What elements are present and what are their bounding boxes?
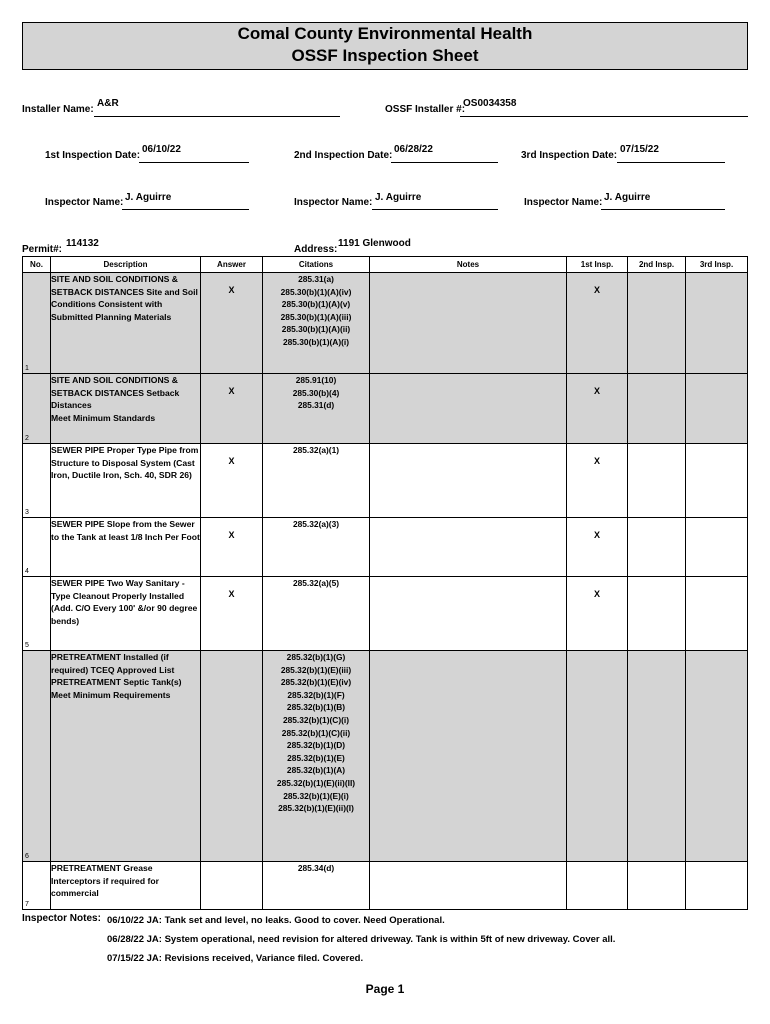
- row-citations: 285.32(a)(3): [263, 518, 370, 577]
- row-insp2[interactable]: [628, 444, 686, 518]
- installer-number-value[interactable]: OS0034358: [463, 98, 517, 109]
- row-number: 4: [23, 518, 51, 577]
- row-answer[interactable]: X: [201, 444, 263, 518]
- table-row: [23, 374, 748, 444]
- inspection-2-date-label: 2nd Inspection Date:: [294, 150, 393, 161]
- row-insp2[interactable]: [628, 518, 686, 577]
- inspection-table: [22, 256, 748, 910]
- row-notes[interactable]: [370, 444, 567, 518]
- inspector-2-line: [372, 209, 498, 210]
- row-citations: 285.32(b)(1)(G) 285.32(b)(1)(E)(iii) 285.32(b)(1)(E)(iv) 285.32(b)(1)(F) 285.32(b)(1)(B) 285.32(b)(1)(C)(i) 285.32(b)(1)(C)(ii) 285.32(b)(1)(D) 285.32(b)(1)(E) 285.32(b)(1)(A) 285.32(b)(1)(E)(ii)(II) 285.32(b)(1)(E)(i) 285.32(b)(1)(E)(ii)(I): [263, 651, 370, 862]
- row-citations: 285.34(d): [263, 862, 370, 910]
- row-citations: 285.32(a)(1): [263, 444, 370, 518]
- row-insp2[interactable]: [628, 577, 686, 651]
- permit-value[interactable]: 114132: [66, 238, 99, 249]
- row-description: PRETREATMENT Grease Interceptors if required for commercial: [51, 862, 201, 910]
- inspection-3-date-label: 3rd Inspection Date:: [521, 150, 618, 161]
- inspector-1-line: [122, 209, 249, 210]
- table-header-row: [23, 257, 748, 273]
- row-insp1[interactable]: X: [567, 374, 628, 444]
- row-description: SEWER PIPE Proper Type Pipe from Structure to Disposal System (Cast Iron, Ductile Iron, Sch. 40, SDR 26): [51, 444, 201, 518]
- page-number: Page 1: [365, 982, 405, 996]
- row-insp2[interactable]: [628, 273, 686, 374]
- col-insp3-header: 3rd Insp.: [686, 257, 748, 273]
- installer-name-label: Installer Name:: [22, 104, 94, 115]
- address-label: Address:: [294, 244, 338, 255]
- title-line-1: Comal County Environmental Health: [237, 24, 533, 43]
- row-insp2[interactable]: [628, 862, 686, 910]
- installer-name-line: [94, 116, 340, 117]
- inspector-note-3: 07/15/22 JA: Revisions received, Variance filed. Covered.: [107, 953, 364, 964]
- row-number: 2: [23, 374, 51, 444]
- table-row: [23, 518, 748, 577]
- inspector-3-label: Inspector Name:: [524, 197, 603, 208]
- row-insp2[interactable]: [628, 374, 686, 444]
- row-notes[interactable]: [370, 518, 567, 577]
- row-number: 6: [23, 651, 51, 862]
- inspector-notes-label: Inspector Notes:: [22, 913, 101, 924]
- row-insp1[interactable]: [567, 862, 628, 910]
- row-answer[interactable]: X: [201, 577, 263, 651]
- table-row: [23, 444, 748, 518]
- row-insp3[interactable]: [686, 862, 748, 910]
- row-description: SEWER PIPE Slope from the Sewer to the Tank at least 1/8 Inch Per Foot: [51, 518, 201, 577]
- inspection-2-date-line: [391, 162, 498, 163]
- row-notes[interactable]: [370, 577, 567, 651]
- installer-number-line: [460, 116, 748, 117]
- inspection-1-date-label: 1st Inspection Date:: [45, 150, 141, 161]
- col-insp1-header: 1st Insp.: [567, 257, 628, 273]
- row-citations: 285.32(a)(5): [263, 577, 370, 651]
- row-notes[interactable]: [370, 862, 567, 910]
- inspector-note-2: 06/28/22 JA: System operational, need revision for altered driveway. Tank is within 5ft of new driveway. Cover all.: [107, 934, 616, 945]
- installer-number-label: OSSF Installer #:: [385, 104, 466, 115]
- inspection-1-date[interactable]: 06/10/22: [142, 144, 181, 155]
- col-notes-header: Notes: [370, 257, 567, 273]
- inspection-3-date[interactable]: 07/15/22: [620, 144, 659, 155]
- document-title-box: [22, 22, 748, 70]
- inspector-1-name[interactable]: J. Aguirre: [125, 192, 172, 203]
- col-insp2-header: 2nd Insp.: [628, 257, 686, 273]
- row-insp3[interactable]: [686, 444, 748, 518]
- row-description: PRETREATMENT Installed (if required) TCEQ Approved List PRETREATMENT Septic Tank(s) Meet Minimum Requirements: [51, 651, 201, 862]
- row-description: SITE AND SOIL CONDITIONS & SETBACK DISTANCES Site and Soil Conditions Consistent with Submitted Planning Materials: [51, 273, 201, 374]
- row-description: SEWER PIPE Two Way Sanitary - Type Cleanout Properly Installed (Add. C/O Every 100' &/or 90 degree bends): [51, 577, 201, 651]
- row-answer[interactable]: [201, 651, 263, 862]
- col-answer-header: Answer: [201, 257, 263, 273]
- row-notes[interactable]: [370, 273, 567, 374]
- inspection-1-date-line: [139, 162, 249, 163]
- inspector-2-label: Inspector Name:: [294, 197, 373, 208]
- col-description-header: Description: [51, 257, 201, 273]
- row-insp1[interactable]: X: [567, 577, 628, 651]
- table-row: [23, 862, 748, 910]
- row-insp3[interactable]: [686, 651, 748, 862]
- row-insp1[interactable]: X: [567, 273, 628, 374]
- inspector-3-line: [601, 209, 725, 210]
- inspector-1-label: Inspector Name:: [45, 197, 124, 208]
- row-answer[interactable]: X: [201, 518, 263, 577]
- table-row: [23, 577, 748, 651]
- table-row: [23, 273, 748, 374]
- row-citations: 285.31(a) 285.30(b)(1)(A)(iv) 285.30(b)(1)(A)(v) 285.30(b)(1)(A)(iii) 285.30(b)(1)(A)(ii) 285.30(b)(1)(A)(i): [263, 273, 370, 374]
- row-number: 3: [23, 444, 51, 518]
- row-insp2[interactable]: [628, 651, 686, 862]
- row-insp3[interactable]: [686, 577, 748, 651]
- inspector-note-1: 06/10/22 JA: Tank set and level, no leaks. Good to cover. Need Operational.: [107, 915, 445, 926]
- row-insp3[interactable]: [686, 273, 748, 374]
- row-answer[interactable]: [201, 862, 263, 910]
- inspector-2-name[interactable]: J. Aguirre: [375, 192, 422, 203]
- permit-label: Permit#:: [22, 244, 63, 255]
- row-answer[interactable]: X: [201, 273, 263, 374]
- inspection-3-date-line: [617, 162, 725, 163]
- row-insp1[interactable]: X: [567, 444, 628, 518]
- row-notes[interactable]: [370, 651, 567, 862]
- row-insp3[interactable]: [686, 518, 748, 577]
- inspection-2-date[interactable]: 06/28/22: [394, 144, 433, 155]
- row-number: 1: [23, 273, 51, 374]
- row-insp1[interactable]: X: [567, 518, 628, 577]
- col-citations-header: Citations: [263, 257, 370, 273]
- title-line-2: OSSF Inspection Sheet: [291, 46, 479, 65]
- row-notes[interactable]: [370, 374, 567, 444]
- col-no-header: No.: [23, 257, 51, 273]
- table-row: [23, 651, 748, 862]
- installer-name-value[interactable]: A&R: [97, 98, 119, 109]
- inspector-3-name[interactable]: J. Aguirre: [604, 192, 651, 203]
- row-number: 5: [23, 577, 51, 651]
- row-citations: 285.91(10) 285.30(b)(4) 285.31(d): [263, 374, 370, 444]
- row-insp3[interactable]: [686, 374, 748, 444]
- row-insp1[interactable]: [567, 651, 628, 862]
- row-description: SITE AND SOIL CONDITIONS & SETBACK DISTANCES Setback Distances Meet Minimum Standards: [51, 374, 201, 444]
- row-answer[interactable]: X: [201, 374, 263, 444]
- row-number: 7: [23, 862, 51, 910]
- address-value[interactable]: 1191 Glenwood: [338, 238, 411, 249]
